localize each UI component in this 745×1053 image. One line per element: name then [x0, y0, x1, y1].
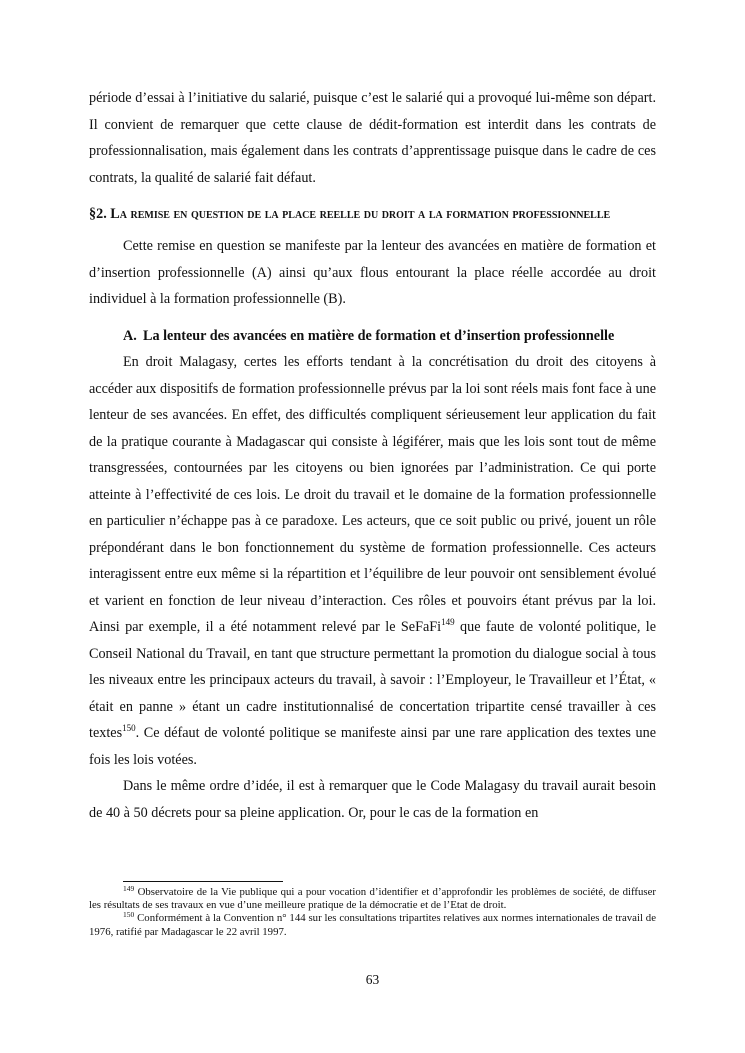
main-paragraph-part3: . Ce défaut de volonté politique se manifeste ainsi par une rare application des textes une fois les lois votées.: [89, 725, 656, 768]
main-paragraph-part2: que faute de volonté politique, le Conseil National du Travail, en tant que structure permettant la promotion du dialogue social à tous les niveaux entre les principaux acteurs du travail, à savoir : l’Employeur, le Travailleur et l’État, « était en panne » étant un cadre institutionnalisé de concertation tripartite censé travailler à ces textes: [89, 619, 656, 741]
footnote-150: [89, 912, 656, 938]
footnote-text-150: Conformément à la Convention n° 144 sur les consultations tripartites relatives aux normes internationales de travail de 1976, ratifié par Madagascar le 22 avril 1997.: [89, 912, 656, 938]
body-text: [89, 85, 656, 826]
subsection-heading: [89, 323, 656, 350]
main-paragraph-part1: En droit Malagasy, certes les efforts tendant à la concrétisation du droit des citoyens à accéder aux dispositifs de formation professionnelle prévus par la loi sont réels mais font face à une lenteur de ses avancées. En effet, des difficultés compliquent sérieusement leur application du fait de la pratique courante à Madagascar qui consiste à légiférer, mais que les lois sont tout de même transgressées, contournées par les citoyens ou bien ignorées par l’administration. Ce qui porte atteinte à l’effectivité de ces lois. Le droit du travail et le domaine de la formation professionnelle en particulier n’échappe pas à ce paradoxe. Les acteurs, que ce soit public ou privé, jouent un rôle prépondérant dans le bon fonctionnement du système de formation professionnelle. Ces acteurs interagissent entre eux même si la répartition et l’équilibre de leur pouvoir ont sensiblement évolué et varient en fonction de leur niveau d’interaction. Ces rôles et pouvoirs étant prévus par la loi. Ainsi par exemple, il a été notamment relevé par le SeFaFi: [89, 354, 656, 635]
paragraph-continuation: période d’essai à l’initiative du salarié, puisque c’est le salarié qui a provoqué lui-même son départ. Il convient de remarquer que cette clause de dédit-formation est interdit dans les contrats de professionnalisation, mais également dans les contrats d’apprentissage puisque dans le cadre de ces contrats, la qualité de salarié fait défaut.: [89, 90, 656, 186]
section-heading: §2. La remise en question de la place reelle du droit a la formation professionnelle: [89, 206, 611, 222]
footnote-ref-150[interactable]: 150: [122, 723, 136, 733]
last-paragraph: Dans le même ordre d’idée, il est à remarquer que le Code Malagasy du travail aurait besoin de 40 à 50 décrets pour sa pleine application. Or, pour le cas de la formation en: [89, 778, 656, 821]
subsection-title: La lenteur des avancées en matière de formation et d’insertion professionnelle: [143, 327, 615, 344]
footnote-separator: [123, 881, 283, 882]
footnotes: [89, 886, 656, 939]
subsection-marker: A.: [123, 327, 137, 344]
footnote-149: [89, 886, 656, 912]
page-number: 63: [365, 972, 380, 987]
footnote-number-150: 150: [123, 910, 135, 920]
section-intro-paragraph: Cette remise en question se manifeste par la lenteur des avancées en matière de formation et d’insertion professionnelle (A) ainsi qu’aux flous entourant la place réelle accordée au droit individuel à la formation professionnelle (B).: [89, 238, 656, 307]
footnote-text-149: Observatoire de la Vie publique qui a pour vocation d’identifier et d’approfondir les problèmes de société, de diffuser les résultats de ses travaux en vue d’une meilleure pratique de la démocratie et de l’Etat de droit.: [89, 886, 656, 912]
main-paragraph: [89, 349, 656, 773]
footnote-number-149: 149: [123, 884, 135, 893]
footnote-ref-149[interactable]: 149: [441, 617, 455, 627]
